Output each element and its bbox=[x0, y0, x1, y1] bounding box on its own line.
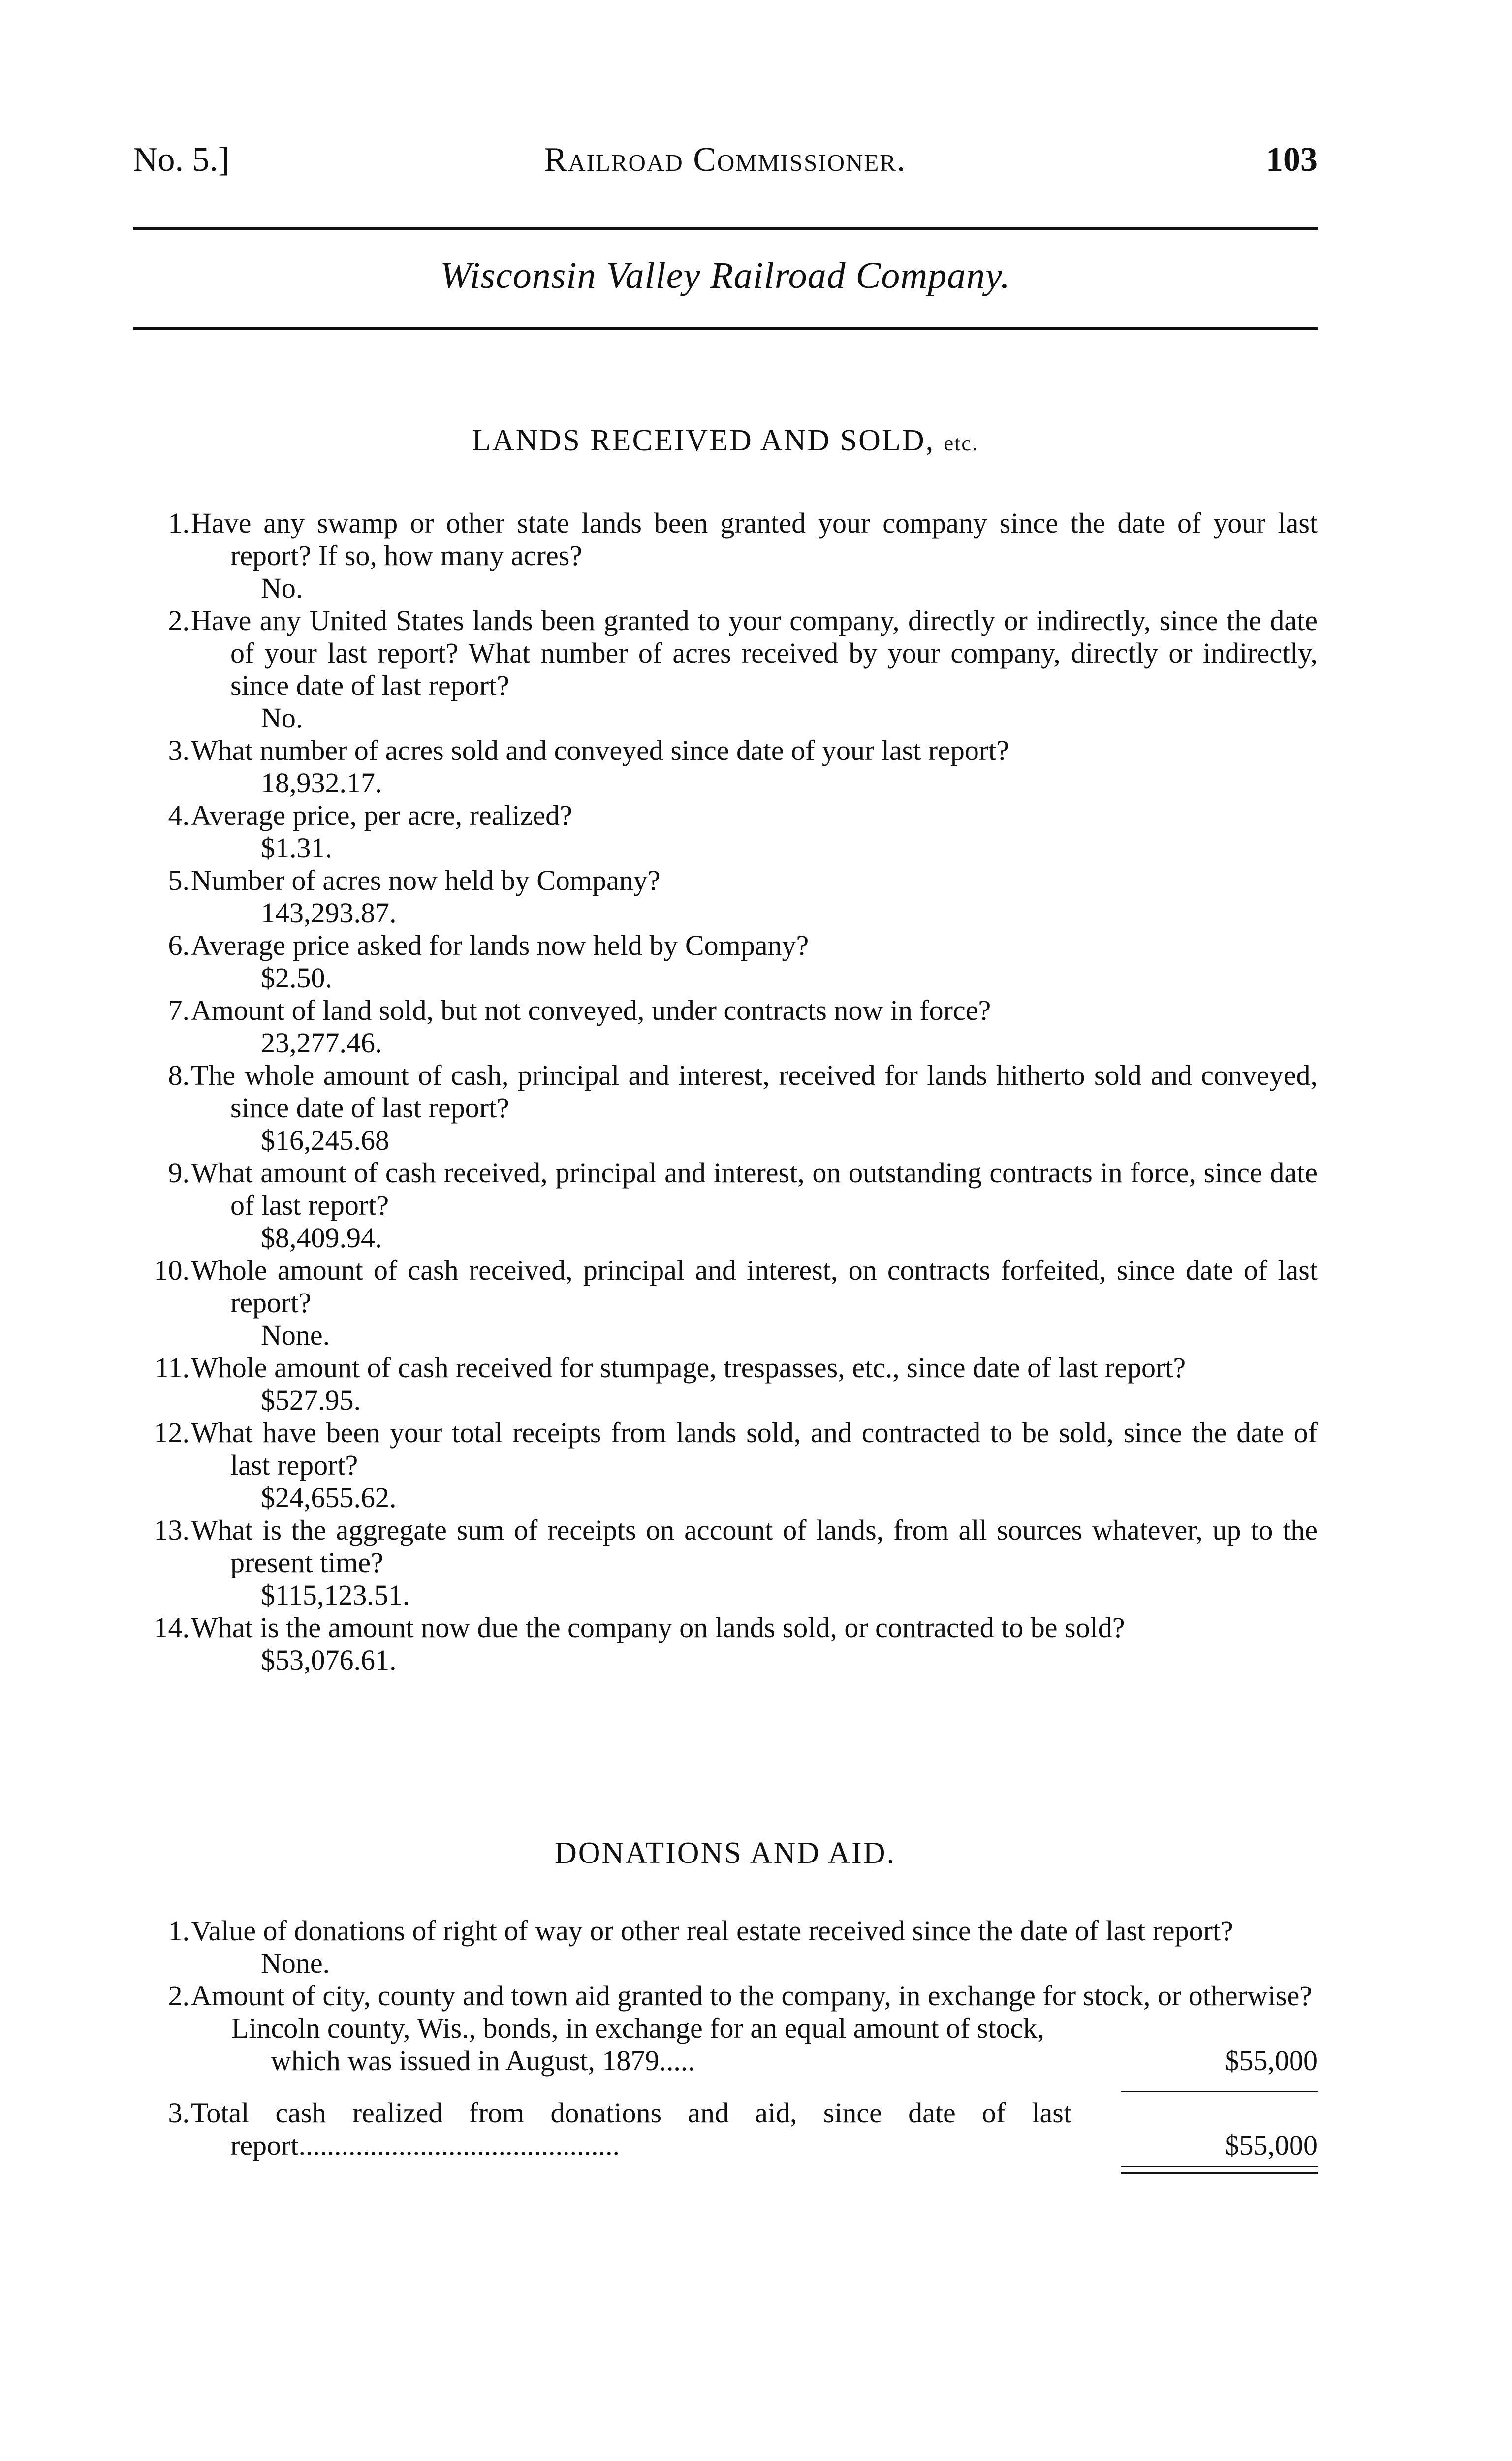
question-text: Whole amount of cash received for stumpage, trespasses, etc., since date of last report? bbox=[191, 1352, 1186, 1384]
total-rule bbox=[1121, 2091, 1318, 2092]
answer-text: $53,076.61. bbox=[261, 1644, 397, 1676]
question-text: Amount of city, county and town aid granted to the company, in exchange for stock, or otherwise? bbox=[191, 1980, 1313, 2012]
question-text: The whole amount of cash, principal and interest, received for lands hitherto sold and conveyed, since date of last report? bbox=[191, 1059, 1318, 1124]
answer-text: $24,655.62. bbox=[261, 1482, 397, 1514]
question-text: Value of donations of right of way or other real estate received since the date of last report? bbox=[191, 1915, 1233, 1947]
list-item bbox=[133, 604, 1318, 734]
answer-text: None. bbox=[261, 1947, 330, 1979]
header-rule-top bbox=[133, 227, 1318, 230]
bond-description: Lincoln county, Wis., bonds, in exchange for an equal amount of stock, which was issued in August, 1879..... bbox=[231, 2012, 1044, 2077]
question-text: Average price asked for lands now held by Company? bbox=[191, 929, 809, 961]
question-text: Whole amount of cash received, principal and interest, on contracts forfeited, since date of last report? bbox=[191, 1254, 1318, 1319]
total-double-rule bbox=[1121, 2166, 1318, 2174]
list-item bbox=[133, 734, 1318, 799]
question-text: Have any United States lands been granted to your company, directly or indirectly, since the date of your last report? What number of acres received by your company, directly or indirectly, since date of last report? bbox=[191, 604, 1318, 701]
question-text: Total cash realized from donations and aid, since date of last report............................................. bbox=[191, 2097, 1071, 2161]
question-text: What number of acres sold and conveyed since date of your last report? bbox=[191, 734, 1009, 766]
question-text: Number of acres now held by Company? bbox=[191, 864, 661, 896]
question-text: What amount of cash received, principal and interest, on outstanding contracts in force, since date of last report? bbox=[191, 1157, 1318, 1221]
list-item bbox=[133, 994, 1318, 1059]
list-item bbox=[133, 1254, 1318, 1352]
answer-text: No. bbox=[261, 702, 303, 734]
donations-section-title: DONATIONS AND AID. bbox=[555, 1836, 896, 1870]
question-text: What is the amount now due the company on lands sold, or contracted to be sold? bbox=[191, 1611, 1125, 1643]
answer-text: 23,277.46. bbox=[261, 1027, 382, 1059]
answer-text: None. bbox=[261, 1319, 330, 1351]
list-item bbox=[133, 929, 1318, 994]
document-number: No. 5.] bbox=[133, 141, 230, 179]
list-item bbox=[133, 1611, 1318, 1676]
list-item bbox=[133, 1514, 1318, 1611]
question-text: Amount of land sold, but not conveyed, under contracts now in force? bbox=[191, 994, 991, 1026]
answer-text: $115,123.51. bbox=[261, 1579, 410, 1611]
lands-title-suffix: etc. bbox=[944, 431, 978, 455]
answer-text: $8,409.94. bbox=[261, 1222, 382, 1254]
question-number: 1. bbox=[168, 1915, 189, 1947]
list-item bbox=[133, 799, 1318, 864]
answer-text: 18,932.17. bbox=[261, 767, 382, 799]
question-number: 13. bbox=[154, 1514, 189, 1546]
question-number: 12. bbox=[154, 1417, 189, 1449]
list-item bbox=[133, 1417, 1318, 1514]
answer-text: $2.50. bbox=[261, 962, 332, 994]
answer-text: No. bbox=[261, 572, 303, 604]
lands-title-text: LANDS RECEIVED AND SOLD, bbox=[472, 424, 935, 457]
bond-amount: $55,000 bbox=[1225, 2045, 1318, 2077]
question-number: 14. bbox=[154, 1611, 189, 1643]
question-number: 9. bbox=[168, 1157, 189, 1189]
question-number: 1. bbox=[168, 507, 189, 539]
question-number: 6. bbox=[168, 929, 189, 961]
list-item bbox=[133, 507, 1318, 604]
question-number: 3. bbox=[168, 2097, 189, 2129]
answer-text: $527.95. bbox=[261, 1384, 361, 1416]
lands-section-title bbox=[133, 418, 1318, 466]
question-number: 11. bbox=[155, 1352, 189, 1384]
answer-text: $1.31. bbox=[261, 832, 332, 864]
donations-question-list bbox=[133, 1915, 1318, 2162]
answer-text: $16,245.68 bbox=[261, 1124, 389, 1156]
question-text: What is the aggregate sum of receipts on account of lands, from all sources whatever, up to the present time? bbox=[191, 1514, 1318, 1578]
question-text: Average price, per acre, realized? bbox=[191, 799, 572, 831]
list-item bbox=[133, 1059, 1318, 1157]
list-item bbox=[133, 1157, 1318, 1254]
company-name: Wisconsin Valley Railroad Company. bbox=[440, 255, 1010, 296]
question-number: 3. bbox=[168, 734, 189, 766]
running-header bbox=[133, 133, 1318, 187]
question-number: 8. bbox=[168, 1059, 189, 1091]
question-number: 2. bbox=[168, 604, 189, 636]
header-rule-bottom bbox=[133, 327, 1318, 330]
answer-text: 143,293.87. bbox=[261, 897, 397, 929]
question-number: 10. bbox=[154, 1254, 189, 1286]
bond-detail-row bbox=[231, 2012, 1318, 2077]
question-text: What have been your total receipts from lands sold, and contracted to be sold, since the date of last report? bbox=[191, 1417, 1318, 1481]
page-number: 103 bbox=[1266, 141, 1318, 179]
list-item bbox=[133, 1980, 1318, 2077]
list-item bbox=[133, 1352, 1318, 1417]
question-text: Have any swamp or other state lands been granted your company since the date of your last report? If so, how many acres? bbox=[191, 507, 1318, 571]
lands-question-list bbox=[133, 507, 1318, 1676]
question-number: 4. bbox=[168, 799, 189, 831]
list-item bbox=[133, 2097, 1318, 2162]
question-number: 5. bbox=[168, 864, 189, 896]
list-item bbox=[133, 864, 1318, 929]
list-item bbox=[133, 1915, 1318, 1980]
question-number: 7. bbox=[168, 994, 189, 1026]
total-amount: $55,000 bbox=[1225, 2129, 1318, 2161]
publication-title: Railroad Commissioner. bbox=[544, 141, 907, 179]
question-number: 2. bbox=[168, 1980, 189, 2012]
